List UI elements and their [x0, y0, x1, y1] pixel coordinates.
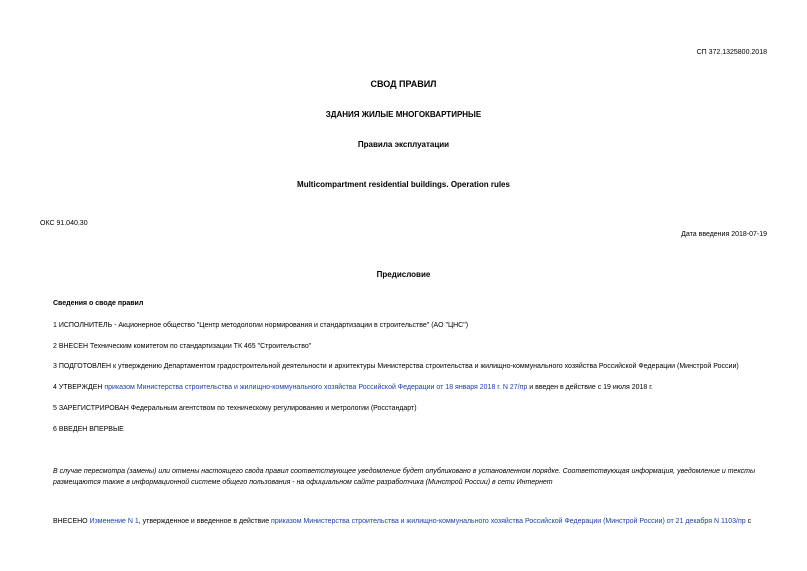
oks-code: ОКС 91.040.30: [40, 220, 88, 227]
preface-item-3: 3 ПОДГОТОВЛЕН к утверждению Департаментом градостроительной деятельности и архитектуры Министерства строительства и жилищно-коммунального хозяйства Российской Федерации (Минстрой России): [53, 363, 739, 370]
amendment-suffix: с: [745, 518, 752, 525]
document-subtitle: Правила эксплуатации: [357, 140, 450, 149]
preface-item-6: 6 ВВЕДЕН ВПЕРВЫЕ: [53, 426, 124, 433]
document-code: СП 372.1325800.2018: [696, 49, 767, 56]
rules-info-heading: Сведения о своде правил: [53, 300, 144, 307]
amendment-1-link[interactable]: Изменение N 1: [89, 518, 139, 525]
preface-item-4-prefix: 4 УТВЕРЖДЕН: [53, 384, 105, 391]
approval-order-link[interactable]: приказом Министерства строительства и жилищно-коммунального хозяйства Российской Федерации от 18 января 2018 г. N 27/пр: [104, 384, 528, 391]
preface-item-4: [53, 384, 653, 391]
english-title: Multicompartment residential buildings. Operation rules: [297, 180, 510, 189]
amendment-order-link[interactable]: приказом Министерства строительства и жилищно-коммунального хозяйства Российской Федерации (Минстрой России) от 21 декабря N 1103/пр: [271, 518, 746, 525]
amendment-prefix: ВНЕСЕНО: [53, 518, 90, 525]
preface-item-1: 1 ИСПОЛНИТЕЛЬ - Акционерное общество "Центр методологии нормирования и стандартизации в строительстве" (АО "ЦНС"): [53, 322, 469, 329]
preface-heading: Предисловие: [376, 270, 431, 279]
amendment-mid: , утвержденное и введенное в действие: [138, 518, 272, 525]
preface-item-5: 5 ЗАРЕГИСТРИРОВАН Федеральным агентством по техническому регулированию и метрологии (Росстандарт): [53, 405, 417, 412]
introduction-date: Дата введения 2018-07-19: [681, 231, 767, 238]
amendment-line: [53, 518, 751, 525]
set-of-rules-title: СВОД ПРАВИЛ: [370, 79, 437, 89]
revision-notice: В случае пересмотра (замены) или отмены настоящего свода правил соответствующее уведомление будет опубликовано в установленном порядке. Соответствующая информация, уведомление и тексты размещаются также в информационной системе общего пользования - на официальном сайте разработчика (Минстрой России) в сети Интернет: [53, 468, 756, 486]
preface-item-4-suffix: и введен в действие с 19 июля 2018 г.: [527, 384, 653, 391]
preface-item-2: 2 ВНЕСЕН Техническим комитетом по стандартизации ТК 465 "Строительство": [53, 343, 312, 350]
document-title: ЗДАНИЯ ЖИЛЫЕ МНОГОКВАРТИРНЫЕ: [325, 110, 482, 119]
